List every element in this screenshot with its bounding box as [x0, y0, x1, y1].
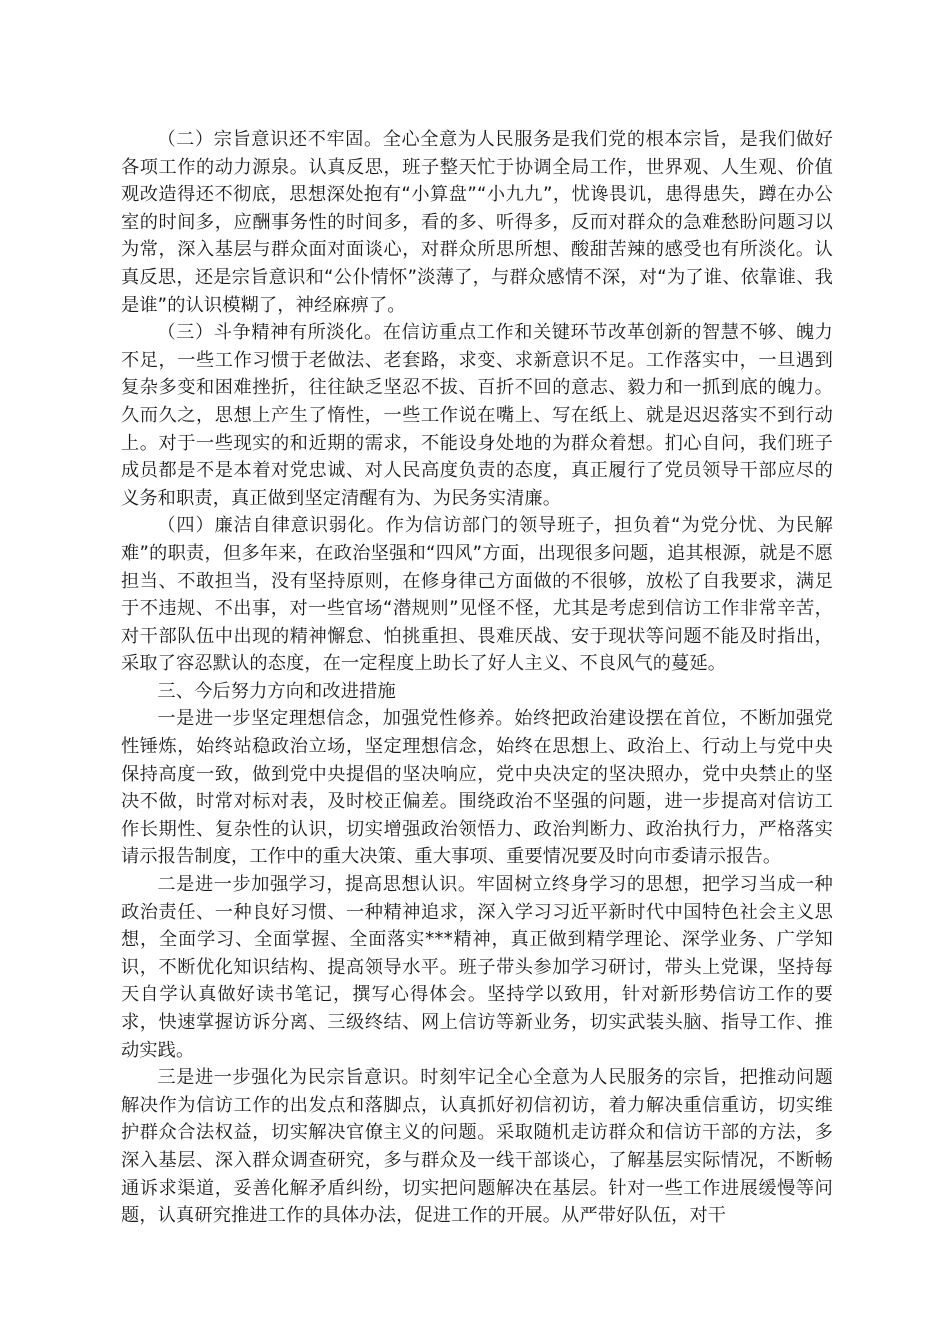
section-heading-improvement-measures: 三、今后努力方向和改进措施	[157, 680, 396, 702]
paragraph-ideals-beliefs: 一是进一步坚定理想信念，加强党性修养。始终把政治建设摆在首位，不断加强党性锤炼，始终站稳政治立场，坚定理想信念，始终在思想上、政治上、行动上与党中央保持高度一致，做到党中央提倡的坚决响应，党中央决定的坚决照办，党中央禁止的坚决不做，时常对标对表，及时校正偏差。围绕政治不坚强的问题，进一步提高对信访工作长期性、复杂性的认识，切实增强政治领悟力、政治判断力、政治执行力，严格落实请示报告制度，工作中的重大决策、重大事项、重要情况要及时向市委请示报告。	[121, 708, 833, 868]
paragraph-integrity-discipline: （四）廉洁自律意识弱化。作为信访部门的领导班子，担负着“为党分忧、为民解难”的职责，但多年来，在政治坚强和“四风”方面，出现很多问题，追其根源，就是不愿担当、不敢担当，没有坚持原则，在修身律己方面做的不很够，放松了自我要求，满足于不违规、不出事，对一些官场“潜规则”见怪不怪，尤其是考虑到信访工作非常辛苦，对干部队伍中出现的精神懈怠、怕挑重担、畏难厌战、安于现状等问题不能及时指出，采取了容忍默认的态度，在一定程度上助长了好人主义、不良风气的蔓延。	[121, 515, 833, 675]
paragraph-struggle-spirit: （三）斗争精神有所淡化。在信访重点工作和关键环节改革创新的智慧不够、魄力不足，一些工作习惯于老做法、老套路，求变、求新意识不足。工作落实中，一旦遇到复杂多变和困难挫折，往往缺乏坚忍不拔、百折不回的意志、毅力和一抓到底的魄力。久而久之，思想上产生了惰性，一些工作说在嘴上、写在纸上、就是迟迟落实不到行动上。对于一些现实的和近期的需求，不能设身处地的为群众着想。扪心自问，我们班子成员都是不是本着对党忠诚、对人民高度负责的态度，真正履行了党员领导干部应尽的义务和职责，真正做到坚定清醒有为、为民务实清廉。	[121, 322, 833, 509]
paragraph-strengthen-learning: 二是进一步加强学习，提高思想认识。牢固树立终身学习的思想，把学习当成一种政治责任、一种良好习惯、一种精神追求，深入学习习近平新时代中国特色社会主义思想，全面学习、全面掌握、全面落实***精神，真正做到精学理论、深学业务、广学知识，不断优化知识结构、提高领导水平。班子带头参加学习研讨，带头上党课，坚持每天自学认真做好读书笔记，撰写心得体会。坚持学以致用，针对新形势信访工作的要求，快速掌握访诉分离、三级终结、网上信访等新业务，切实武装头脑、指导工作、推动实践。	[121, 874, 833, 1061]
paragraph-people-centered: 三是进一步强化为民宗旨意识。时刻牢记全心全意为人民服务的宗旨，把推动问题解决作为信访工作的出发点和落脚点，认真抓好初信初访，着力解决重信重访，切实维护群众合法权益，切实解决官僚主义的问题。采取随机走访群众和信访干部的方法，多深入基层、深入群众调查研究，多与群众及一线干部谈心，了解基层实际情况，不断畅通诉求渠道，妥善化解矛盾纠纷，切实把问题解决在基层。针对一些工作进展缓慢等问题，认真研究推进工作的具体办法，促进工作的开展。从严带好队伍，对干	[121, 1067, 833, 1227]
paragraph-purpose-awareness: （二）宗旨意识还不牢固。全心全意为人民服务是我们党的根本宗旨，是我们做好各项工作的动力源泉。认真反思，班子整天忙于协调全局工作，世界观、人生观、价值观改造得还不彻底，思想深处抱有“小算盘”“小九九”，忧谗畏讥，患得患失，蹲在办公室的时间多，应酬事务性的时间多，看的多、听得多，反而对群众的急难愁盼问题习以为常，深入基层与群众面对面谈心，对群众所思所想、酸甜苦辣的感受也有所淡化。认真反思，还是宗旨意识和“公仆情怀”淡薄了，与群众感情不深，对“为了谁、依靠谁、我是谁”的认识模糊了，神经麻痹了。	[121, 129, 833, 316]
document-page	[121, 126, 833, 1230]
